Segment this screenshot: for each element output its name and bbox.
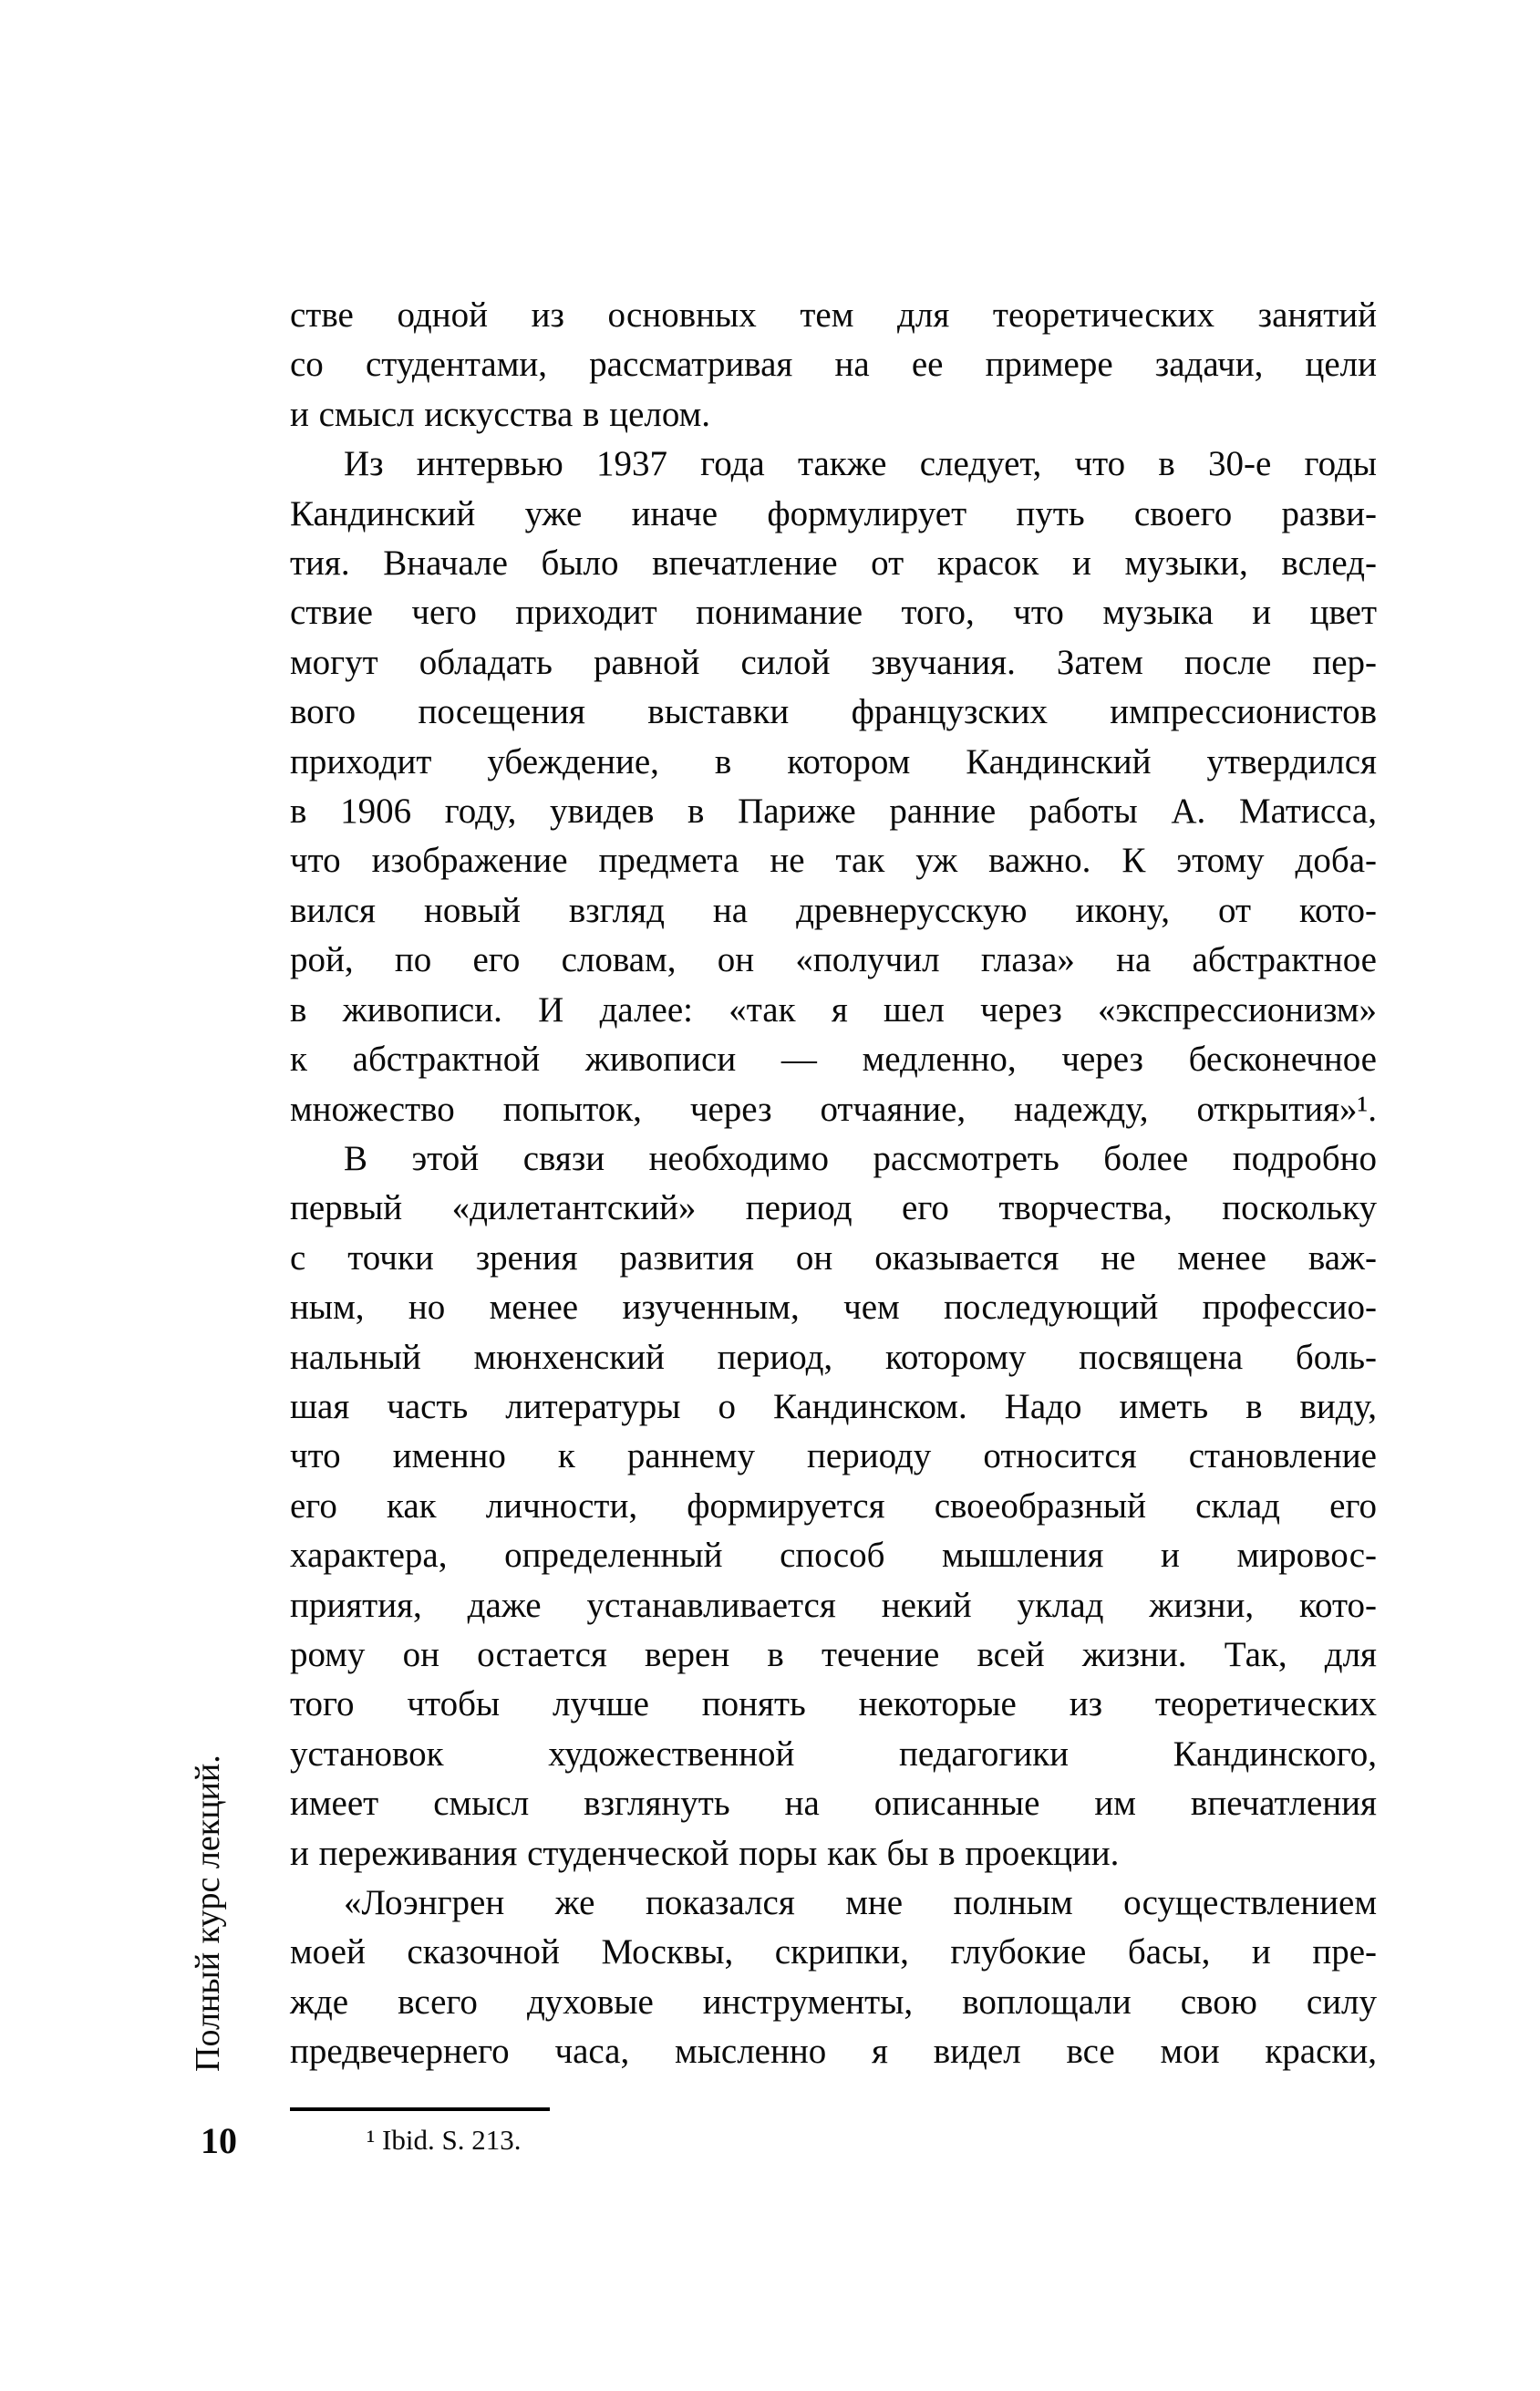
text-line: к абстрактной живописи — медленно, через бесконечное	[290, 1040, 1377, 1080]
text-line: предвечернего часа, мысленно я видел все мои краски,	[290, 2032, 1377, 2072]
text-line: жде всего духовые инструменты, воплощали свою силу	[290, 1982, 1377, 2022]
sidebar-caption: Полный курс лекций.	[189, 1754, 227, 2072]
text-line: со студентами, рассматривая на ее примере задачи, цели	[290, 345, 1377, 385]
text-line: «Лоэнгрен же показался мне полным осуществлением	[344, 1883, 1377, 1922]
text-line: в 1906 году, увидев в Париже ранние работы А. Матисса,	[290, 792, 1377, 832]
text-line: могут обладать равной силой звучания. Затем после пер-	[290, 642, 1377, 682]
text-line: нальный мюнхенский период, которому посвящена боль-	[290, 1337, 1377, 1377]
text-line: в живописи. И далее: «так я шел через «экспрессионизм»	[290, 989, 1377, 1030]
text-line: шая часть литературы о Кандинском. Надо иметь в виду,	[290, 1386, 1377, 1426]
page-number: 10	[201, 2120, 237, 2161]
text-line: характера, определенный способ мышления и мировос-	[290, 1536, 1377, 1576]
text-line: приходит убеждение, в котором Кандинский утвердился	[290, 741, 1377, 781]
text-line: того чтобы лучше понять некоторые из теоретических	[290, 1684, 1377, 1724]
text-line: рой, по его словам, он «получил глаза» на абстрактное	[290, 940, 1377, 980]
text-line: с точки зрения развития он оказывается не менее важ-	[290, 1237, 1377, 1278]
footnote-text: ¹ Ibid. S. 213.	[367, 2124, 522, 2156]
text-line: первый «дилетантский» период его творчества, поскольку	[290, 1188, 1377, 1228]
text-line: приятия, даже устанавливается некий уклад жизни, кото-	[290, 1585, 1377, 1625]
text-line: имеет смысл взглянуть на описанные им впечатления	[290, 1784, 1377, 1824]
text-line: В этой связи необходимо рассмотреть более подробно	[344, 1138, 1377, 1178]
text-line: установок художественной педагогики Кандинского,	[290, 1734, 1377, 1774]
page-body	[290, 291, 1377, 2077]
text-line: что изображение предмета не так уж важно. К этому доба-	[290, 841, 1377, 881]
text-line: вился новый взгляд на древнерусскую икону, от кото-	[290, 890, 1377, 930]
text-line: ным, но менее изученным, чем последующий профессио-	[290, 1288, 1377, 1328]
text-line: его как личности, формируется своеобразный склад его	[290, 1485, 1377, 1526]
text-line: множество попыток, через отчаяние, надежду, открытия»¹.	[290, 1089, 1377, 1129]
text-line: и смысл искусства в целом.	[290, 394, 711, 434]
footnote-divider	[290, 2107, 550, 2111]
text-line: тия. Вначале было впечатление от красок и музыки, вслед-	[290, 543, 1377, 584]
text-line: рому он остается верен в течение всей жизни. Так, для	[290, 1634, 1377, 1674]
text-line: что именно к раннему периоду относится становление	[290, 1436, 1377, 1476]
text-line: стве одной из основных тем для теоретических занятий	[290, 295, 1377, 335]
text-line: Кандинский уже иначе формулирует путь своего разви-	[290, 493, 1377, 533]
text-line: ствие чего приходит понимание того, что музыка и цвет	[290, 593, 1377, 633]
text-line: и переживания студенческой поры как бы в проекции.	[290, 1833, 1120, 1873]
text-line: моей сказочной Москвы, скрипки, глубокие басы, и пре-	[290, 1932, 1377, 1972]
text-line: вого посещения выставки французских импрессионистов	[290, 692, 1377, 732]
text-line: Из интервью 1937 года также следует, что в 30-е годы	[344, 444, 1377, 484]
